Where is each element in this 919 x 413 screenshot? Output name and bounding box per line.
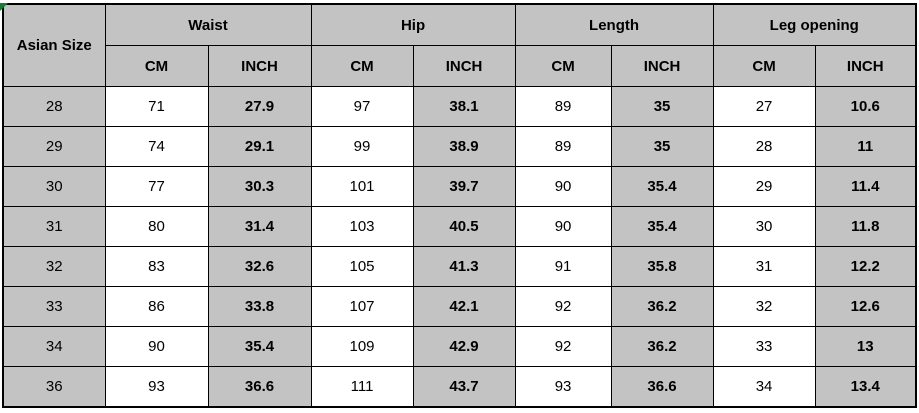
waist-cm-value: 80 <box>105 207 208 247</box>
table-row-size-30 <box>3 167 916 207</box>
hip-inch-value: 38.1 <box>413 87 515 127</box>
length-inch-value: 35.4 <box>611 167 713 207</box>
waist-cm-value: 77 <box>105 167 208 207</box>
leg-inch-value: 12.2 <box>815 247 916 287</box>
table-row-size-31 <box>3 207 916 247</box>
size-value: 34 <box>3 327 105 367</box>
leg-cm-value: 29 <box>713 167 815 207</box>
waist-cm-value: 83 <box>105 247 208 287</box>
waist-inch-value: 35.4 <box>208 327 311 367</box>
hip-cm-value: 109 <box>311 327 413 367</box>
leg-inch-value: 13.4 <box>815 367 916 408</box>
length-cm-value: 91 <box>515 247 611 287</box>
group-header-waist: Waist <box>105 4 311 46</box>
leg-cm-value: 31 <box>713 247 815 287</box>
length-cm-value: 90 <box>515 207 611 247</box>
group-header-leg-opening: Leg opening <box>713 4 916 46</box>
size-value: 33 <box>3 287 105 327</box>
length-inch-value: 36.6 <box>611 367 713 408</box>
size-value: 32 <box>3 247 105 287</box>
table-row-size-32 <box>3 247 916 287</box>
leg-cm-value: 30 <box>713 207 815 247</box>
hip-cm-value: 107 <box>311 287 413 327</box>
waist-inch-value: 30.3 <box>208 167 311 207</box>
corner-header-asian-size: Asian Size <box>3 4 105 87</box>
length-inch-value: 35.8 <box>611 247 713 287</box>
waist-cm-value: 90 <box>105 327 208 367</box>
waist-cm-value: 71 <box>105 87 208 127</box>
waist-inch-value: 31.4 <box>208 207 311 247</box>
length-inch-value: 35 <box>611 87 713 127</box>
size-value: 36 <box>3 367 105 408</box>
length-cm-value: 89 <box>515 87 611 127</box>
leg-cm-value: 33 <box>713 327 815 367</box>
size-chart-table <box>2 3 917 408</box>
size-value: 29 <box>3 127 105 167</box>
size-value: 31 <box>3 207 105 247</box>
hip-inch-value: 38.9 <box>413 127 515 167</box>
leg-inch-value: 13 <box>815 327 916 367</box>
hip-cm-value: 103 <box>311 207 413 247</box>
waist-cm-value: 74 <box>105 127 208 167</box>
hip-inch-value: 40.5 <box>413 207 515 247</box>
hip-inch-value: 42.9 <box>413 327 515 367</box>
table-row-size-28 <box>3 87 916 127</box>
leg-inch-value: 11.8 <box>815 207 916 247</box>
size-value: 28 <box>3 87 105 127</box>
unit-header-length-cm: CM <box>515 46 611 87</box>
length-inch-value: 36.2 <box>611 287 713 327</box>
green-corner-marker-icon <box>0 3 8 11</box>
group-header-hip: Hip <box>311 4 515 46</box>
waist-inch-value: 36.6 <box>208 367 311 408</box>
table-row-size-34 <box>3 327 916 367</box>
hip-inch-value: 41.3 <box>413 247 515 287</box>
group-header-length: Length <box>515 4 713 46</box>
leg-inch-value: 12.6 <box>815 287 916 327</box>
leg-cm-value: 34 <box>713 367 815 408</box>
length-cm-value: 92 <box>515 287 611 327</box>
size-value: 30 <box>3 167 105 207</box>
leg-inch-value: 11 <box>815 127 916 167</box>
length-cm-value: 93 <box>515 367 611 408</box>
length-cm-value: 89 <box>515 127 611 167</box>
leg-inch-value: 10.6 <box>815 87 916 127</box>
length-cm-value: 92 <box>515 327 611 367</box>
waist-cm-value: 93 <box>105 367 208 408</box>
hip-inch-value: 39.7 <box>413 167 515 207</box>
unit-header-length-inch: INCH <box>611 46 713 87</box>
leg-inch-value: 11.4 <box>815 167 916 207</box>
waist-inch-value: 27.9 <box>208 87 311 127</box>
group-header-row <box>3 4 916 46</box>
waist-inch-value: 33.8 <box>208 287 311 327</box>
waist-inch-value: 32.6 <box>208 247 311 287</box>
table-row-size-36 <box>3 367 916 408</box>
size-chart-page <box>0 3 919 413</box>
hip-inch-value: 43.7 <box>413 367 515 408</box>
table-row-size-29 <box>3 127 916 167</box>
unit-header-waist-cm: CM <box>105 46 208 87</box>
waist-inch-value: 29.1 <box>208 127 311 167</box>
unit-header-waist-inch: INCH <box>208 46 311 87</box>
leg-cm-value: 27 <box>713 87 815 127</box>
hip-inch-value: 42.1 <box>413 287 515 327</box>
hip-cm-value: 105 <box>311 247 413 287</box>
length-inch-value: 36.2 <box>611 327 713 367</box>
hip-cm-value: 111 <box>311 367 413 408</box>
table-row-size-33 <box>3 287 916 327</box>
length-inch-value: 35.4 <box>611 207 713 247</box>
unit-header-hip-cm: CM <box>311 46 413 87</box>
hip-cm-value: 97 <box>311 87 413 127</box>
hip-cm-value: 99 <box>311 127 413 167</box>
leg-cm-value: 32 <box>713 287 815 327</box>
leg-cm-value: 28 <box>713 127 815 167</box>
length-inch-value: 35 <box>611 127 713 167</box>
hip-cm-value: 101 <box>311 167 413 207</box>
unit-header-hip-inch: INCH <box>413 46 515 87</box>
unit-header-leg-cm: CM <box>713 46 815 87</box>
waist-cm-value: 86 <box>105 287 208 327</box>
unit-header-leg-inch: INCH <box>815 46 916 87</box>
length-cm-value: 90 <box>515 167 611 207</box>
unit-header-row <box>3 46 916 87</box>
